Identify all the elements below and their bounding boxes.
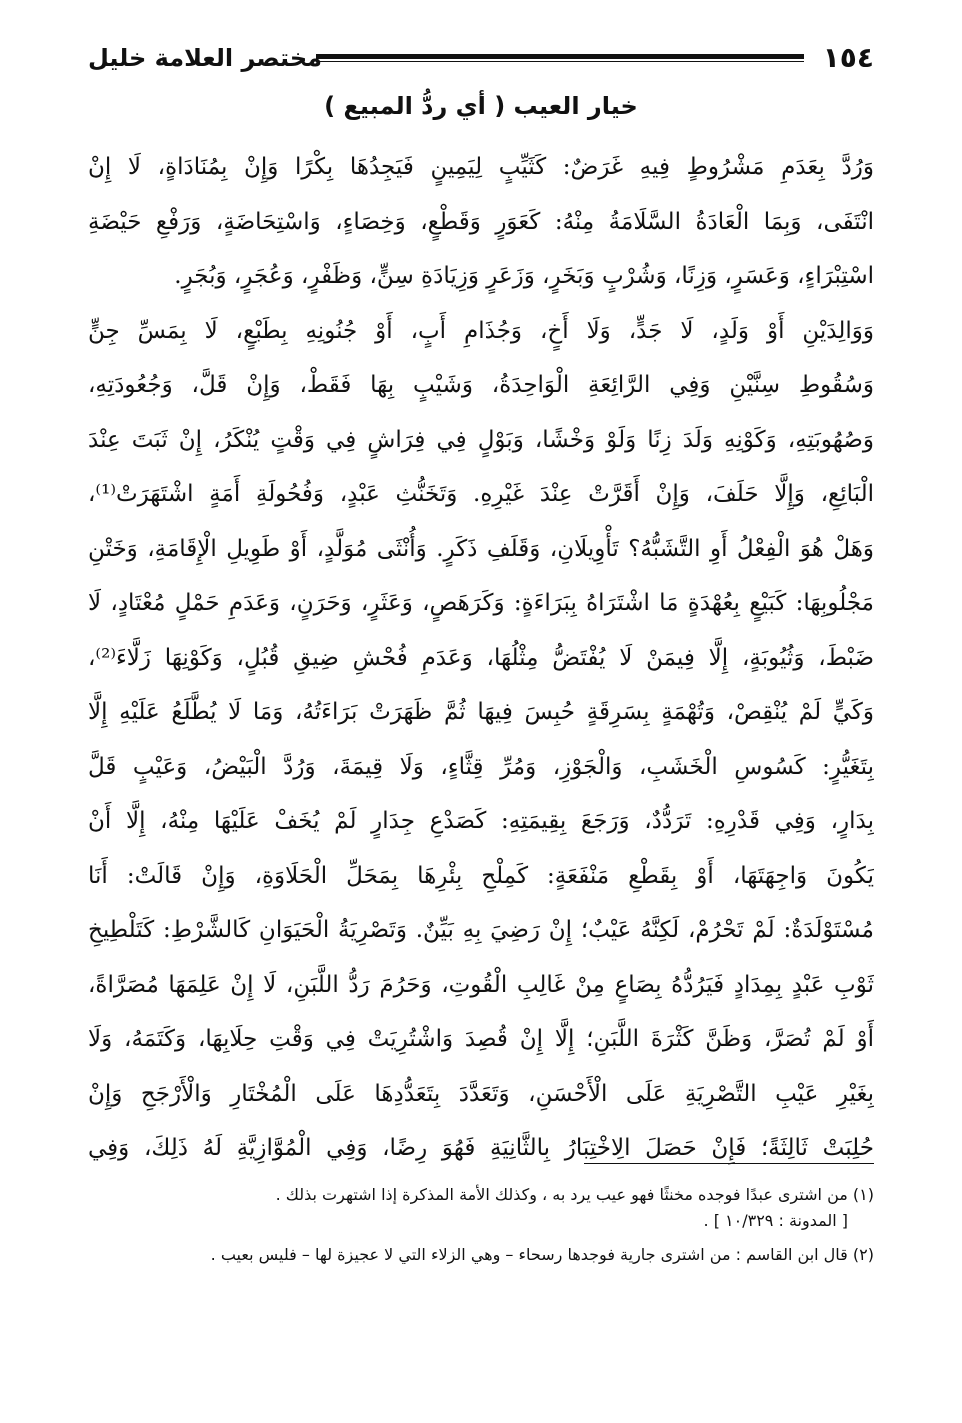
- text-line: وَرُدَّ بِعَدَمِ مَشْرُوطٍ فِيهِ غَرَضٌ: كَثَيِّبٍ لِيَمِينٍ فَيَجِدُهَا بِكْرًا وَإِنْ بِمُنَادَاةٍ، لَا إِنْ: [88, 154, 874, 180]
- text-line: بِغَيْرِ عَيْبِ التَّصْرِيَةِ عَلَى الْأَحْسَنِ، وَتَعَدَّدَ بِتَعَدُّدِهَا عَلَى الْمُخْتَارِ وَالْأَرْجَحِ وَإِنْ: [88, 1080, 874, 1107]
- footnote-1: (١) من اشترى عبدًا فوجده مخنثًا فهو عيب يرد به ، وكذلك الأمة المذكرة إذا اشتهرت بذلك .: [275, 1185, 874, 1204]
- text-line: ثَوْبِ عَبْدٍ بِمِدَادٍ فَيَرُدُّهُ بِصَاعٍ مِنْ غَالِبِ الْقُوتِ، وَحَرُمَ رَدُّ اللَّبَنِ، لَا إِنْ عَلِمَهَا مُصَرَّاةً،: [88, 971, 874, 998]
- text-line: الْبَائِعِ، وَإِلَّا حَلَفَ، وَإِنْ أَقَرَّتْ عِنْدَ غَيْرِهِ. وَتَخَنُّثِ عَبْدٍ، وَفُحُولَةِ أَمَةٍ اشْتَهَرَتْ⁽¹⁾،: [88, 481, 874, 507]
- footnote-separator: [584, 1163, 874, 1164]
- running-header: [88, 38, 874, 78]
- text-line: بِتَغَيُّرٍ: كَسُوسِ الْخَشَبِ، وَالْجَوْزِ، وَمُرِّ قِثَّاءٍ، وَلَا قِيمَةَ، وَرُدَّ الْبَيْضُ، وَعَيْبٍ قَلَّ: [88, 753, 874, 780]
- text-line: وَكَيٍّ لَمْ يُنْقِصْ، وَتُهْمَةٍ بِسَرِقَةٍ حُبِسَ فِيهَا ثُمَّ ظَهَرَتْ بَرَاءَتُهُ، وَمَا لَا يُطَّلَعُ عَلَيْهِ إِلَّا: [88, 699, 874, 725]
- text-line: وَسُقُوطِ سِنَّيْنِ وَفِي الرَّائِعَةِ الْوَاحِدَةُ، وَشَيْبٍ بِهَا فَقَطْ، وَإِنْ قَلَّ، وَجُعُودَتِهِ،: [88, 372, 874, 398]
- book-title: مختصر العلامة خليل: [88, 44, 322, 72]
- main-text: [88, 140, 874, 1176]
- text-line: أَوْ لَمْ تُصَرَّ، وَظَنَّ كَثْرَةَ اللَّبَنِ؛ إِلَّا إِنْ قُصِدَ وَاشْتُرِيَتْ فِي وَقْتِ حِلَابِهَا، وَكَتَمَهُ، وَلَا: [88, 1026, 874, 1052]
- footnote-2: (٢) قال ابن القاسم : من اشترى جارية فوجدها رسحاء – وهي الزلاء التي لا عجيزة لها – فليس بعيب .: [210, 1245, 874, 1264]
- header-rule: [316, 54, 804, 63]
- section-title: خيار العيب ( أي ردُّ المبيع ): [324, 92, 638, 120]
- text-line: وَهَلْ هُوَ الْفِعْلُ أَوِ التَّشَبُّهُ؟ تَأْوِيلَانِ، وَقَلَفِ ذَكَرٍ. وَأُنْثَى مُوَلَّدٍ، أَوْ طَوِيلِ الْإِقَامَةِ، وَخَتْنِ: [88, 535, 874, 562]
- text-line: ضَبْطَ، وَثُيُوبَةٍ، إِلَّا فِيمَنْ لَا يُفْتَضُّ مِثْلُهَا، وَعَدَمِ فُحْشِ ضِيقِ قُبُلٍ، وَكَوْنِهَا زَلَّاءَ⁽²⁾،: [88, 644, 874, 671]
- text-line: مَجْلُوبِهَا: كَبَيْعٍ بِعُهْدَةٍ مَا اشْتَرَاهُ بِبَرَاءَةٍ: وَكَرَهَصٍ، وَعَثَرٍ، وَحَرَنٍ، وَعَدَمِ حَمْلٍ مُعْتَادٍ، لَا: [88, 590, 874, 616]
- text-line: يَكُونَ وَاجِهَتَهَا، أَوْ بِقَطْعِ مَنْفَعَةٍ: كَمِلْحِ بِئْرِهَا بِمَحَلِّ الْحَلَاوَةِ، وَإِنْ قَالَتْ: أَنَا: [88, 862, 874, 889]
- footnotes: [88, 1182, 874, 1268]
- page-number: ١٥٤: [822, 41, 874, 74]
- footnote-1-citation: [ المدونة : ١٠/٣٢٩ ] .: [703, 1211, 848, 1230]
- text-line: وَوَالِدَيْنِ أَوْ وَلَدٍ، لَا جَدٍّ، وَلَا أَخٍ، وَجُذَامِ أَبٍ، أَوْ جُنُونِهِ بِطَبْعٍ، لَا بِمَسِّ جِنٍّ: [88, 317, 874, 344]
- text-line: انْتَفَى، وَبِمَا الْعَادَةُ السَّلَامَةُ مِنْهُ: كَعَوَرٍ وَقَطْعٍ، وَخِصَاءٍ، وَاسْتِحَاضَةٍ، وَرَفْعِ حَيْضَةِ: [88, 208, 874, 235]
- text-line: بِدَارٍ، وَفِي قَدْرِهِ: تَرَدُّدٌ، وَرَجَعَ بِقِيمَتِهِ: كَصَدْعِ جِدَارٍ لَمْ يُخَفْ عَلَيْهَا مِنْهُ، إِلَّا أَنْ: [88, 808, 874, 834]
- text-line: وَصُهُوبَتِهِ، وَكَوْنِهِ وَلَدَ زِنًا وَلَوْ وَخْشًا، وَبَوْلٍ فِي فِرَاشٍ فِي وَقْتٍ يُنْكَرُ، إِنْ ثَبَتَ عِنْدَ: [88, 426, 874, 453]
- text-line: مُسْتَوْلَدَةٌ: لَمْ تَحْرُمْ، لَكِنَّهُ عَيْبٌ؛ إِنْ رَضِيَ بِهِ بَيِّنٌ. وَتَصْرِيَةُ الْحَيَوَانِ كَالشَّرْطِ: كَتَلْطِيخِ: [88, 917, 874, 943]
- text-line: حُلِبَتْ ثَالِثَةً؛ فَإِنْ حَصَلَ الِاخْتِبَارُ بِالثَّانِيَةِ فَهُوَ رِضًا، وَفِي الْمُوَّازِيَّةِ لَهُ ذَلِكَ، وَفِي: [88, 1135, 874, 1161]
- text-line: اسْتِبْرَاءٍ، وَعَسَرٍ، وَزِنًا، وَشُرْبٍ وَبَخَرٍ، وَزَعَرٍ وَزِيَادَةِ سِنٍّ، وَظَفْرٍ، وَعُجَرٍ، وَبُجَرٍ.: [174, 263, 874, 289]
